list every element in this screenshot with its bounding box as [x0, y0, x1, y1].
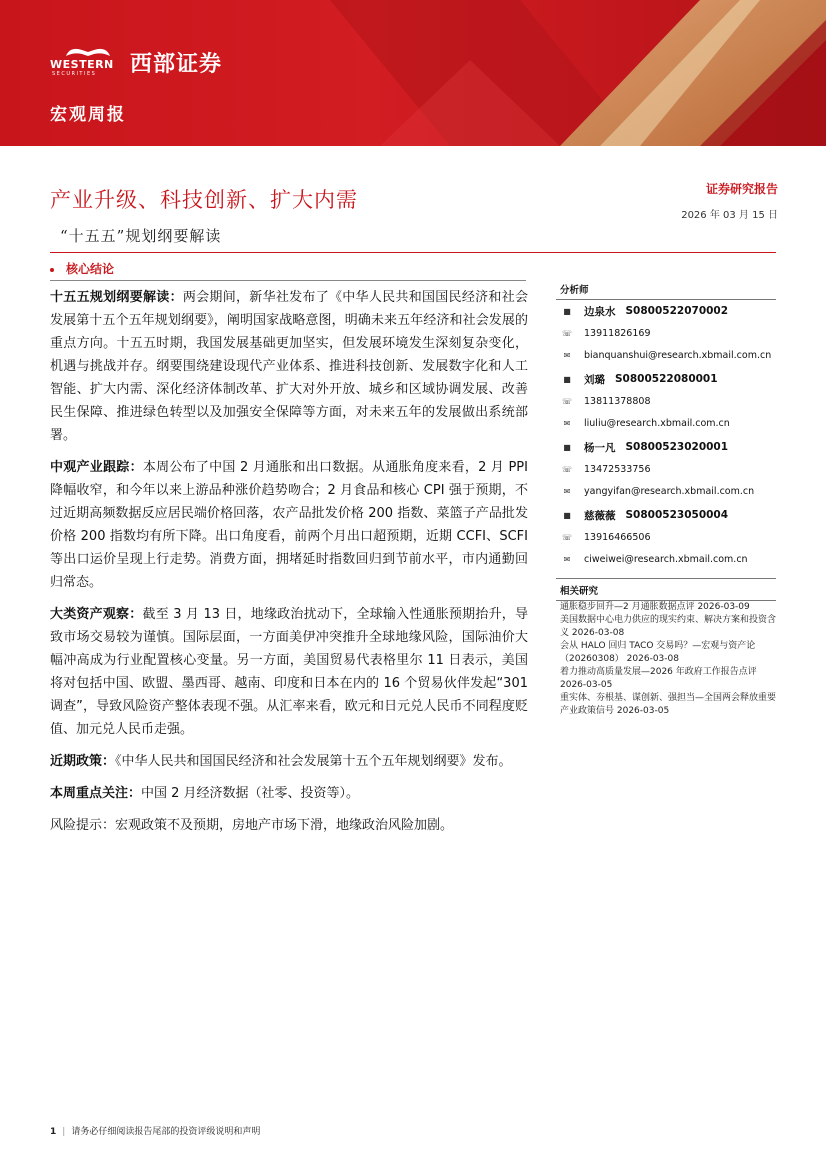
analyst-license: S0800522070002: [625, 305, 729, 317]
analyst-phone: 13811378808: [584, 395, 651, 407]
email-icon: ✉: [563, 418, 571, 428]
analyst-license: S0800522080001: [615, 373, 718, 385]
analyst-license: S0800523050004: [625, 509, 729, 521]
paragraph-lead: 近期政策：: [50, 754, 116, 769]
analyst-email[interactable]: bianquanshui@research.xbmail.com.cn: [584, 349, 772, 361]
analyst-card: [556, 504, 776, 572]
phone-icon: ☏: [562, 532, 573, 542]
person-icon: ■: [563, 442, 571, 452]
report-title: 产业升级、科技创新、扩大内需: [50, 188, 358, 212]
paragraph-lead: 中观产业跟踪：: [50, 460, 143, 475]
analyst-phone: 13916466506: [584, 531, 651, 543]
analyst-email-row: [556, 548, 776, 570]
related-heading: 相关研究: [556, 579, 776, 601]
analyst-email[interactable]: ciweiwei@research.xbmail.com.cn: [584, 553, 748, 565]
analyst-heading: 分析师: [556, 278, 776, 300]
paragraph-text: 中国 2 月经济数据（社零、投资等）。: [141, 786, 360, 801]
logo-english-sub: SECURITIES: [52, 71, 97, 77]
footer-note: 请务必仔细阅读报告尾部的投资评级说明和声明: [71, 1127, 261, 1137]
paragraph: [50, 782, 528, 805]
core-conclusion-heading: [50, 260, 114, 277]
analyst-name: 边泉水: [584, 305, 616, 318]
analyst-phone: 13472533756: [584, 463, 651, 475]
analyst-name: 杨一凡: [584, 441, 616, 454]
related-item[interactable]: 会从 HALO 回归 TACO 交易吗？—宏观与资产论（20260308） 2026-03-08: [560, 641, 756, 664]
related-item[interactable]: 重实体、夯根基、谋创新、强担当—全国两会释放重要产业政策信号 2026-03-05: [560, 693, 777, 716]
analyst-card: [556, 368, 776, 436]
email-icon: ✉: [563, 350, 571, 360]
report-subtitle: “十五五”规划纲要解读: [60, 227, 222, 245]
paragraph-text: 两会期间，新华社发布了《中华人民共和国国民经济和社会发展第十五个五年规划纲要》，阐明国家战略意图，明确未来五年经济和社会发展的重点方向。十五五时期，我国发展基础更加坚实，但发展环境发生深刻复杂变化，机遇与挑战并存。纲要围绕建设现代产业体系、推进科技创新、发展数字化和人工智能、扩大内需、深化经济体制改革、扩大对外开放、城乡和区域协调发展、改善民生保障、推进绿色转型以及加强安全保障等方面，对未来五年的发展做出系统部署。: [50, 290, 528, 443]
paragraph-text: 截至 3 月 13 日，地缘政治扰动下，全球输入性通胀预期抬升，导致市场交易较为谨慎。国际层面，一方面美伊冲突推升全球地缘风险，国际油价大幅冲高成为行业配置核心变量。另一方面，美国贸易代表格里尔 11 日表示，美国将对包括中国、欧盟、墨西哥、越南、印度和日本在内的 16 个贸易伙伴发起“301 调查”，导致风险资产整体表现不强。从汇率来看，欧元和日元兑人民币不同程度贬值、加元兑人民币走强。: [50, 607, 528, 737]
analyst-email[interactable]: yangyifan@research.xbmail.com.cn: [584, 485, 755, 497]
person-icon: ■: [563, 374, 571, 384]
related-research: [556, 578, 776, 718]
paragraph-lead: 本周重点关注：: [50, 786, 142, 801]
analyst-phone-row: [556, 390, 776, 412]
related-item[interactable]: 美国数据中心电力供应的现实约束、解决方案和投资含义 2026-03-08: [560, 615, 777, 638]
email-icon: ✉: [563, 554, 571, 564]
analyst-phone: 13911826169: [584, 327, 651, 339]
sidebar: [556, 278, 776, 718]
page-number: 1: [50, 1127, 57, 1137]
related-item[interactable]: 通胀稳步回升—2 月通胀数据点评 2026-03-09: [560, 602, 750, 612]
analyst-name-row: [556, 368, 776, 390]
analyst-email-row: [556, 344, 776, 366]
paragraph-text: 本周公布了中国 2 月通胀和出口数据。从通胀角度来看，2 月 PPI 降幅收窄，和今年以来上游品种涨价趋势吻合；2 月食品和核心 CPI 强于预期，不过近期高频数据反应居民端价格回落，农产品批发价格 200 指数、菜篮子产品批发价格 200 指数均有所下降。出口角度看，前两个月出口超预期，近期 CCFI、SCFI 等出口运价呈现上行走势。消费方面，拥堵延时指数回归到节前水平，市内通勤回归常态。: [50, 460, 528, 590]
related-item[interactable]: 着力推动高质量发展—2026 年政府工作报告点评 2026-03-05: [560, 667, 757, 690]
analyst-name: 慈薇薇: [584, 509, 616, 522]
risk-warning: [50, 814, 528, 837]
analyst-card: [556, 300, 776, 368]
paragraph-lead: 大类资产观察：: [50, 607, 143, 622]
divider: [50, 280, 526, 281]
bullet-icon: [50, 268, 54, 272]
analyst-phone-row: [556, 458, 776, 480]
analyst-phone-row: [556, 322, 776, 344]
email-icon: ✉: [563, 486, 571, 496]
paragraph: [50, 603, 528, 741]
analyst-email-row: [556, 480, 776, 502]
paragraph: [50, 750, 528, 773]
paragraph-text: 《中华人民共和国国民经济和社会发展第十五个五年规划纲要》发布。: [115, 754, 512, 769]
page-footer: [50, 1124, 260, 1137]
paragraph-lead: 十五五规划纲要解读：: [50, 290, 183, 305]
analyst-name: 刘璐: [584, 373, 605, 386]
divider: [50, 252, 776, 253]
paragraph: [50, 456, 528, 594]
analyst-phone-row: [556, 526, 776, 548]
analyst-email[interactable]: liuliu@research.xbmail.com.cn: [584, 417, 730, 429]
paragraph: [50, 286, 528, 447]
logo-chinese: 西部证券: [130, 51, 223, 77]
report-body: [50, 286, 528, 846]
header-banner: [0, 0, 826, 146]
analyst-license: S0800523020001: [625, 441, 729, 453]
person-icon: ■: [563, 510, 571, 520]
report-type: 宏观周报: [50, 105, 126, 125]
analyst-email-row: [556, 412, 776, 434]
analyst-name-row: [556, 300, 776, 322]
phone-icon: ☏: [562, 464, 573, 474]
bull-horn-icon: [50, 44, 126, 58]
paragraph-text: 风险提示：宏观政策不及预期，房地产市场下滑，地缘政治风险加剧。: [50, 818, 454, 833]
report-date: 2026 年 03 月 15 日: [681, 210, 778, 221]
analyst-name-row: [556, 504, 776, 526]
logo-mark: [50, 44, 126, 80]
core-heading-text: 核心结论: [66, 262, 115, 276]
logo-english: WESTERN: [50, 58, 114, 71]
analyst-card: [556, 436, 776, 504]
phone-icon: ☏: [562, 396, 573, 406]
report-series: 证券研究报告: [705, 182, 778, 196]
company-logo: [50, 44, 222, 80]
footer-separator: |: [62, 1127, 66, 1137]
phone-icon: ☏: [562, 328, 573, 338]
analyst-name-row: [556, 436, 776, 458]
person-icon: ■: [563, 306, 571, 316]
